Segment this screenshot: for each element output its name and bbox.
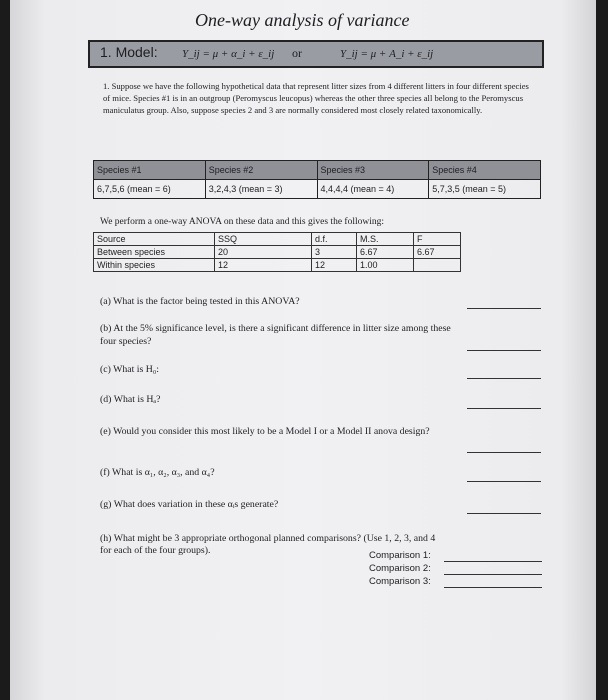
anova-header: d.f. [312,233,357,246]
comparison-2-label: Comparison 2: [369,563,431,574]
question-b: (b) At the 5% significance level, is there a significant difference in litter size among these [100,323,451,334]
comparison-1-line[interactable] [444,561,542,562]
question-g: (g) What does variation in these αᵢs generate? [100,499,279,510]
anova-cell [414,259,461,272]
answer-line[interactable] [467,481,541,482]
species-header: Species #2 [205,161,317,180]
anova-header: F [414,233,461,246]
species-values: 3,2,4,3 (mean = 3) [205,180,317,199]
answer-line[interactable] [467,452,541,453]
question-f: (f) What is α₁, α₂, α₃, and α₄? [100,467,215,478]
question-c: (c) What is H₀: [100,364,160,375]
species-table [93,160,541,199]
question-h-cont: for each of the four groups). [100,545,211,556]
anova-header: Source [94,233,215,246]
anova-header: M.S. [357,233,414,246]
species-header: Species #4 [429,161,541,180]
anova-intro: We perform a one-way ANOVA on these data and this gives the following: [100,217,384,227]
anova-cell: Between species [94,246,215,259]
page-title: One-way analysis of variance [195,10,410,30]
species-header: Species #1 [94,161,206,180]
comparison-1-label: Comparison 1: [369,550,431,561]
anova-cell: 6.67 [414,246,461,259]
question-e: (e) Would you consider this most likely to be a Model I or a Model II anova design? [100,426,430,437]
anova-cell: 20 [215,246,312,259]
answer-line[interactable] [467,408,541,409]
model-equation-2: Y_ij = μ + A_i + ε_ij [340,48,434,60]
model-label: 1. Model: [100,44,158,60]
question-d: (d) What is Hₐ? [100,394,161,405]
anova-cell: 12 [312,259,357,272]
comparison-3-label: Comparison 3: [369,576,431,587]
anova-cell: 12 [215,259,312,272]
anova-cell: Within species [94,259,215,272]
answer-line[interactable] [467,378,541,379]
anova-table [93,232,461,272]
model-or: or [292,46,302,60]
anova-cell: 3 [312,246,357,259]
species-header: Species #3 [317,161,429,180]
answer-line[interactable] [467,350,541,351]
model-equation-1: Y_ij = μ + α_i + ε_ij [182,48,275,60]
comparison-2-line[interactable] [444,574,542,575]
intro-paragraph: 1. Suppose we have the following hypothetical data that represent litter sizes from 4 different litters in four different species of mice. Species #1 is in an outgroup (Peromyscus leucopus) whereas the other three species all belong to the Peromyscus maniculatus group. Also, suppose species 2 and 3 are normally considered most closely related taxonomically. [103,81,529,115]
question-b-cont: four species? [100,336,152,347]
species-values: 6,7,5,6 (mean = 6) [94,180,206,199]
species-values: 4,4,4,4 (mean = 4) [317,180,429,199]
question-h: (h) What might be 3 appropriate orthogonal planned comparisons? (Use 1, 2, 3, and 4 [100,533,436,544]
question-a: (a) What is the factor being tested in this ANOVA? [100,296,300,307]
answer-line[interactable] [467,308,541,309]
answer-line[interactable] [467,513,541,514]
comparison-3-line[interactable] [444,587,542,588]
anova-header: SSQ [215,233,312,246]
species-values: 5,7,3,5 (mean = 5) [429,180,541,199]
anova-cell: 6.67 [357,246,414,259]
anova-cell: 1.00 [357,259,414,272]
